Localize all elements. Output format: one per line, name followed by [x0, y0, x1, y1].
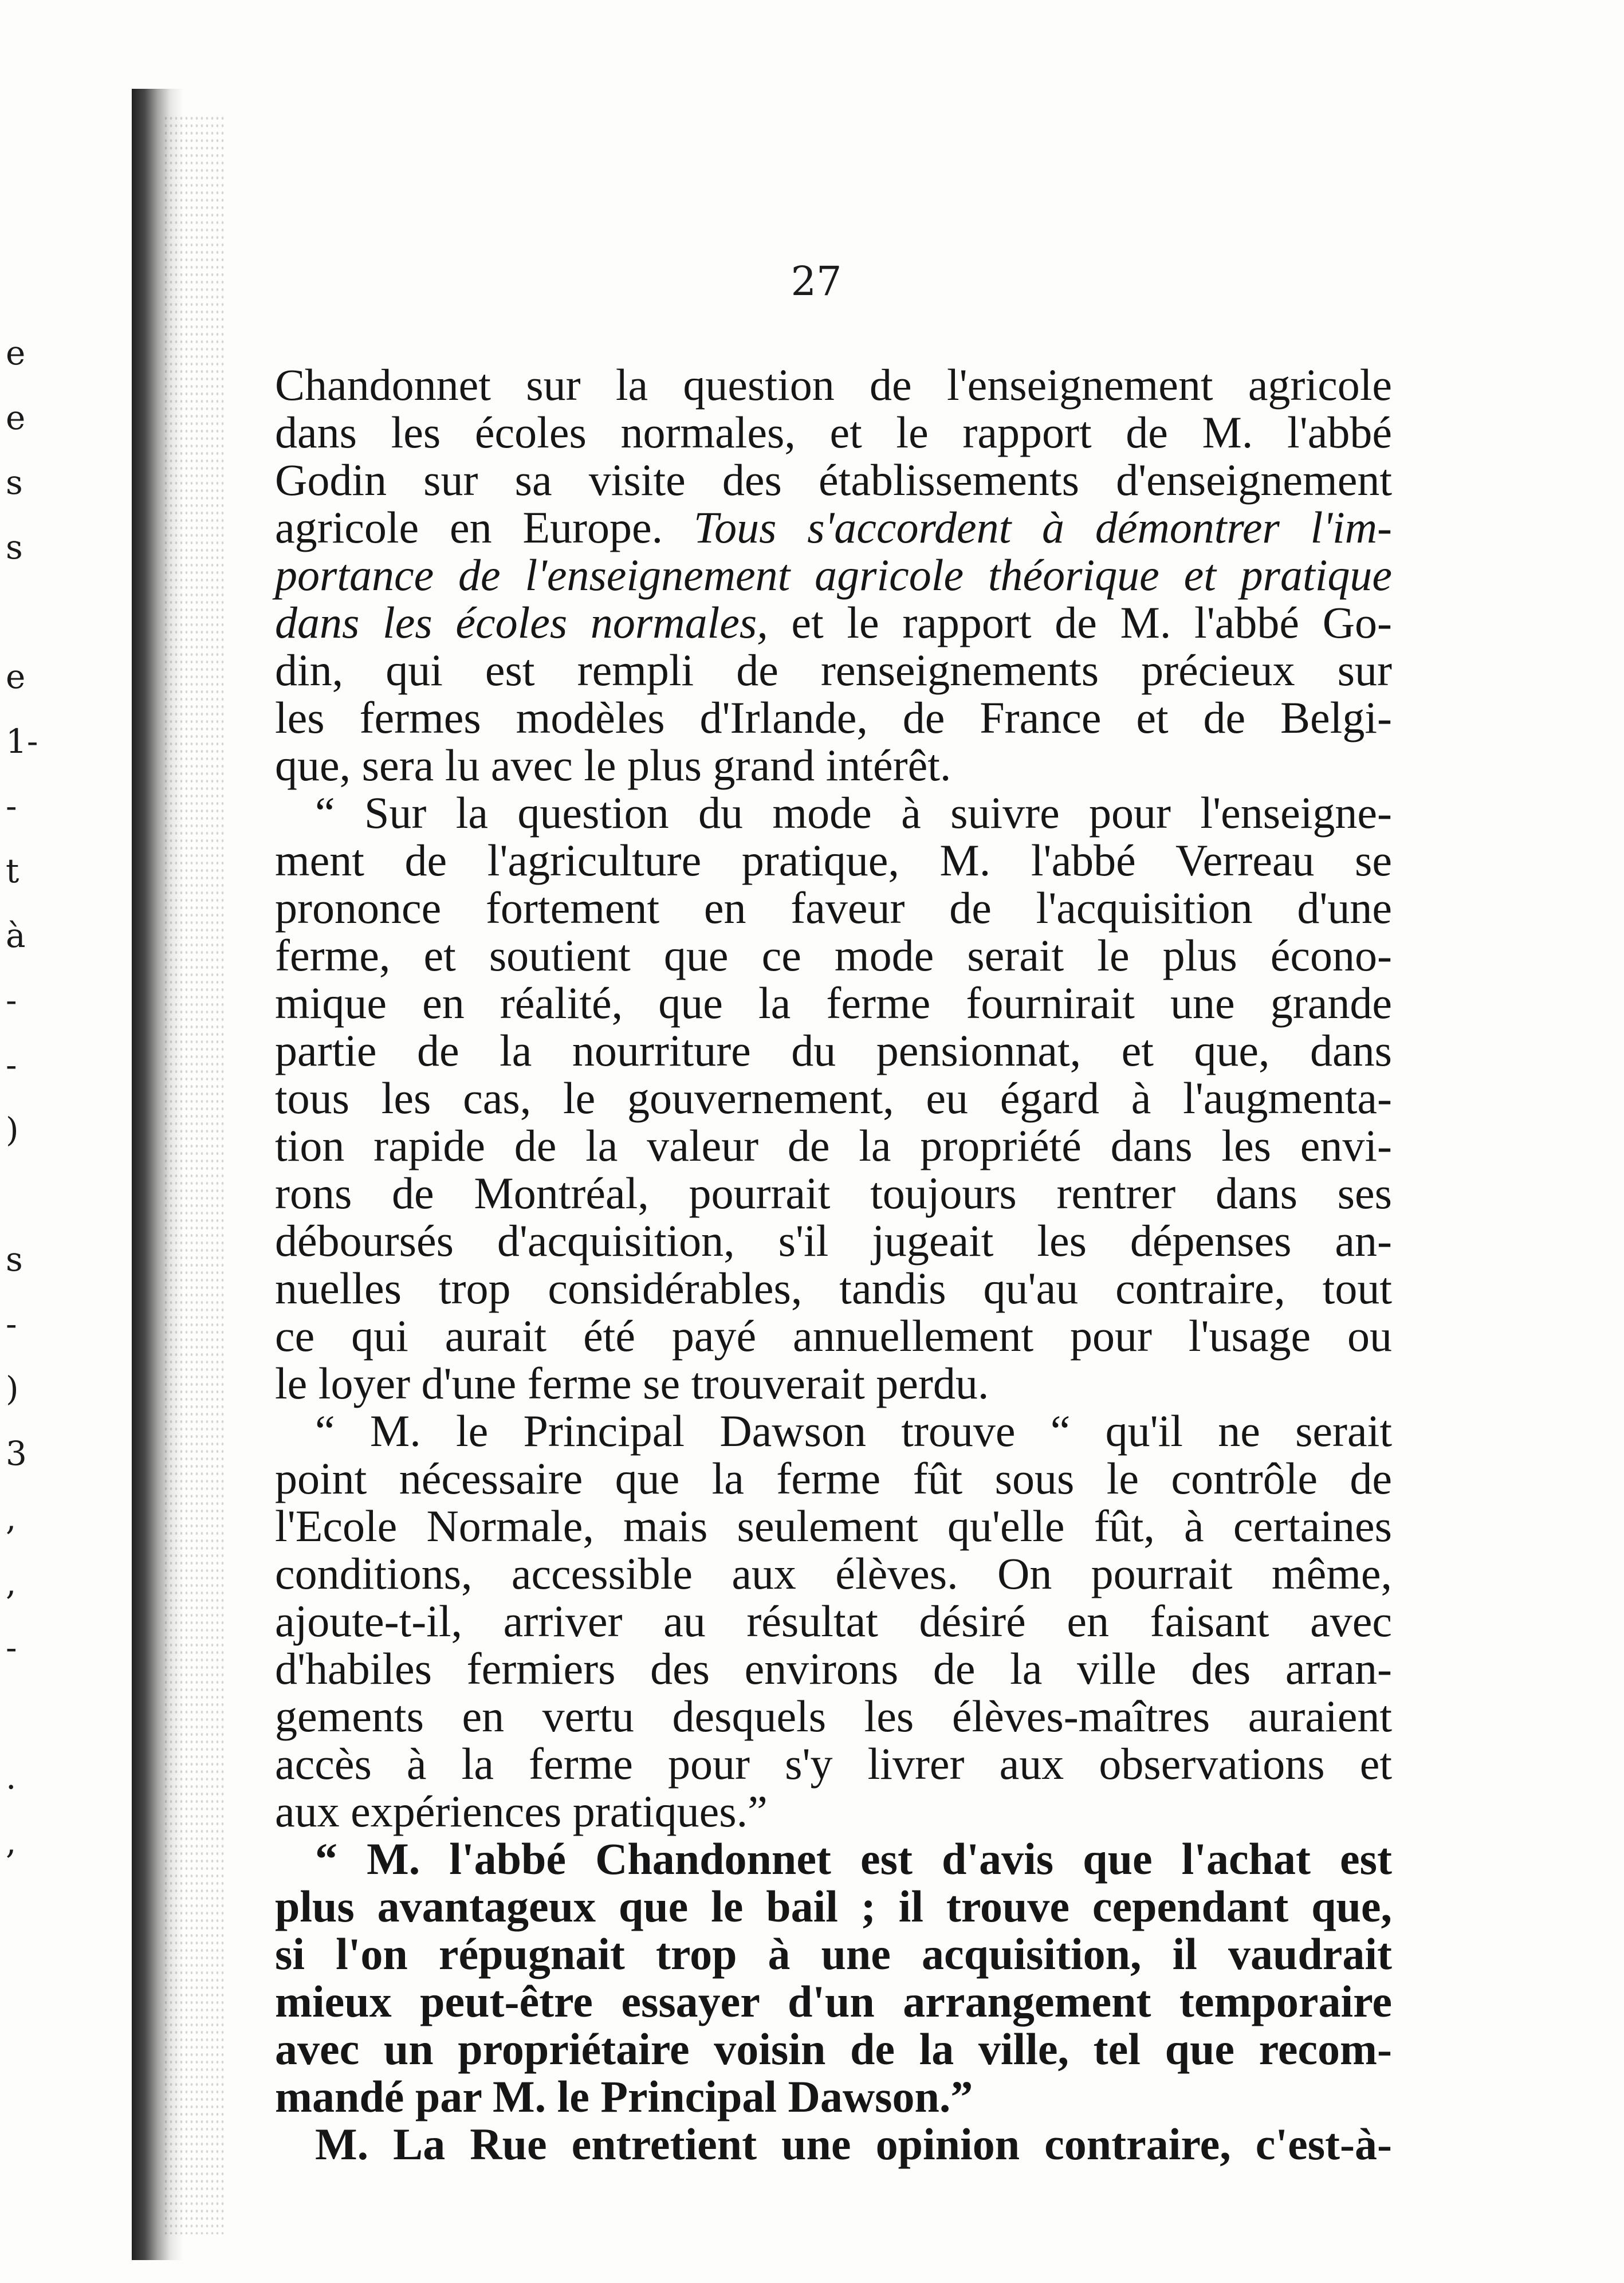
text-line [275, 599, 1392, 646]
text-span: accès à la ferme pour s'y livrer aux observations et [275, 1739, 1392, 1789]
text-line [275, 1597, 1392, 1645]
text-line [275, 2120, 1392, 2168]
text-line [275, 646, 1392, 694]
text-line [275, 361, 1392, 408]
text-span: ajoute-t-il, arriver au résultat désiré en faisant avec [275, 1596, 1392, 1646]
text-span: mique en réalité, que la ferme fournirait une grande [275, 978, 1392, 1028]
text-line [275, 1074, 1392, 1122]
text-span: Godin sur sa visite des établissements d'enseignement [275, 455, 1392, 505]
text-line [275, 1930, 1392, 1978]
text-span: si l'on répugnait trop à une acquisition, il vaudrait [275, 1929, 1392, 1979]
text-span: avec un propriétaire voisin de la ville, tel que recom- [275, 2024, 1392, 2074]
text-span: conditions, accessible aux élèves. On pourrait même, [275, 1549, 1392, 1598]
text-line [275, 1550, 1392, 1597]
text-span: plus avantageux que le bail ; il trouve cependant que, [275, 1881, 1392, 1931]
text-span: ment de l'agriculture pratique, M. l'abbé Verreau se [275, 835, 1392, 885]
text-span: l'Ecole Normale, mais seulement qu'elle fût, à certaines [275, 1501, 1392, 1551]
text-line [275, 932, 1392, 979]
text-span: que, sera lu avec le plus grand intérêt. [275, 740, 951, 790]
text-span: point nécessaire que la ferme fût sous le contrôle de [275, 1453, 1392, 1503]
text-span: Chandonnet sur la question de l'enseignement agricole [275, 360, 1392, 410]
text-line [275, 1217, 1392, 1264]
text-line [275, 1692, 1392, 1740]
text-line [275, 1502, 1392, 1550]
italic-span: portance de l'enseignement agricole théorique et pratique [275, 550, 1392, 600]
text-line [275, 1883, 1392, 1930]
text-line [275, 1455, 1392, 1502]
text-span: gements en vertu desquels les élèves-maîtres auraient [275, 1691, 1392, 1741]
text-span: din, qui est rempli de renseignements précieux sur [275, 645, 1392, 695]
page-number: 27 [791, 258, 842, 305]
facing-page-bleed-letters: e e s s e 1- - t à - - ) s - ) 3 , , - . , [6, 333, 38, 1861]
text-line [275, 2073, 1392, 2120]
text-line [275, 741, 1392, 789]
binding-speckle [163, 115, 226, 2234]
text-line [275, 1407, 1392, 1455]
text-span: d'habiles fermiers des environs de la ville des arran- [275, 1644, 1392, 1693]
text-span: M. La Rue entretient une opinion contraire, c'est-à- [315, 2119, 1392, 2169]
italic-span: dans les écoles normales, [275, 598, 768, 647]
text-line [275, 694, 1392, 741]
text-span: ce qui aurait été payé annuellement pour l'usage ou [275, 1311, 1392, 1361]
text-span: ferme, et soutient que ce mode serait le plus écono- [275, 930, 1392, 980]
text-span: “ M. le Principal Dawson trouve “ qu'il ne serait [315, 1406, 1392, 1456]
text-span: prononce fortement en faveur de l'acquisition d'une [275, 883, 1392, 933]
text-line [275, 1122, 1392, 1169]
text-span: “ Sur la question du mode à suivre pour l'enseigne- [315, 788, 1392, 838]
text-span: mandé par M. le Principal Dawson.” [275, 2072, 973, 2121]
text-span: dans les écoles normales, et le rapport de M. l'abbé [275, 407, 1392, 457]
italic-span: Tous s'accordent à démontrer l'im- [693, 502, 1392, 552]
text-span: rons de Montréal, pourrait toujours rentrer dans ses [275, 1168, 1392, 1218]
text-line [275, 1027, 1392, 1074]
text-line [275, 1264, 1392, 1312]
text-line [275, 551, 1392, 599]
text-span: tous les cas, le gouvernement, eu égard à l'augmenta- [275, 1073, 1392, 1123]
text-line [275, 504, 1392, 551]
text-span: nuelles trop considérables, tandis qu'au contraire, tout [275, 1263, 1392, 1313]
text-span: déboursés d'acquisition, s'il jugeait les dépenses an- [275, 1216, 1392, 1266]
text-span: mieux peut-être essayer d'un arrangement temporaire [275, 1976, 1392, 2026]
text-line [275, 1787, 1392, 1835]
text-line [275, 1740, 1392, 1787]
text-line [275, 836, 1392, 884]
text-line [275, 979, 1392, 1027]
text-span: “ M. l'abbé Chandonnet est d'avis que l'achat est [315, 1834, 1392, 1884]
text-span: partie de la nourriture du pensionnat, et que, dans [275, 1025, 1392, 1075]
text-line [275, 1645, 1392, 1692]
text-span: et le rapport de M. l'abbé Go- [768, 598, 1392, 647]
text-span: tion rapide de la valeur de la propriété dans les envi- [275, 1121, 1392, 1170]
text-line [275, 408, 1392, 456]
text-line [275, 1835, 1392, 1883]
text-line [275, 1359, 1392, 1407]
text-line [275, 456, 1392, 504]
text-line [275, 1978, 1392, 2025]
text-span: aux expériences pratiques.” [275, 1786, 768, 1836]
text-span: agricole en Europe. [275, 502, 694, 552]
text-line [275, 2025, 1392, 2073]
text-span: le loyer d'une ferme se trouverait perdu. [275, 1358, 989, 1408]
text-line [275, 1169, 1392, 1217]
text-line [275, 789, 1392, 836]
text-span: les fermes modèles d'Irlande, de France et de Belgi- [275, 693, 1392, 742]
body-text [275, 361, 1392, 2168]
text-line [275, 1312, 1392, 1359]
text-line [275, 884, 1392, 932]
